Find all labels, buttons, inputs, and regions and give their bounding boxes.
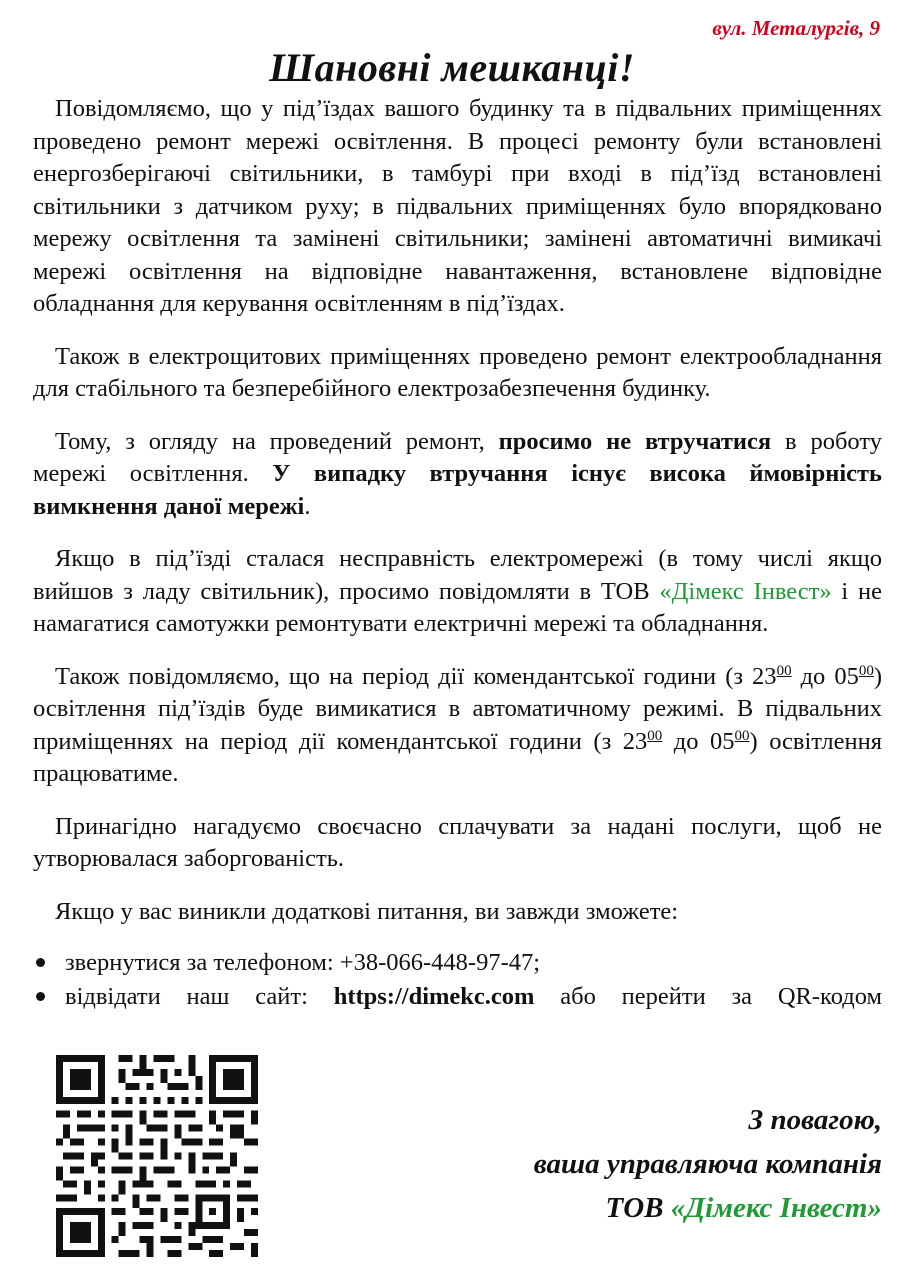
page-title: Шановні мешканці! xyxy=(269,45,635,90)
curfew-text-c: ) освітлення під’їздів буде вимикатися в автоматичному режимі. В підвальних приміщеннях на період дії комендантської години (з 23 xyxy=(33,662,882,755)
qr-code-icon[interactable] xyxy=(56,1055,258,1257)
paragraph-malfunction xyxy=(33,543,882,641)
signature-block xyxy=(534,1098,882,1230)
signature-line-1: З повагою, xyxy=(748,1104,882,1136)
contact-phone-item xyxy=(33,946,882,980)
warning-text-c: в роботу мережі освітлення. xyxy=(33,427,882,487)
contact-phone-text: звернутися за телефоном: +38-066-448-97-47; xyxy=(65,949,541,976)
bullet-icon xyxy=(36,992,45,1001)
curfew-text-a: Також повідомляємо, що на період дії комендантської години (з 23 xyxy=(55,662,777,690)
contact-site-text-a: відвідати наш сайт: xyxy=(65,983,334,1010)
curfew-sup-4: 00 xyxy=(734,727,750,744)
curfew-text-d: до 05 xyxy=(662,727,735,755)
contact-site-text-b: або перейти за QR-кодом xyxy=(534,983,882,1010)
contact-site-item xyxy=(33,980,882,1014)
warning-text-e: . xyxy=(304,492,311,520)
signature-company-name: «Дімекс Інвест» xyxy=(670,1192,882,1224)
bullet-icon xyxy=(36,958,45,967)
paragraph-switchboard: Також в електрощитових приміщеннях проведено ремонт електрообладнання для стабільного та безперебійного електрозабезпечення будинку. xyxy=(33,342,882,402)
curfew-text-e: ) освітлення працюватиме. xyxy=(33,727,882,787)
paragraph-repair: Повідомляємо, що у під’їздах вашого будинку та в підвальних приміщеннях проведено ремонт мережі освітлення. В процесі ремонту були встановлені енергозберігаючі світильники, в тамбурі при вході в під’їзд встановлені світильники з датчиком руху; в підвальних приміщеннях було впорядковано мережу освітлення та замінені світильники; замінені автоматичні вимикачі мережі освітлення на відповідне навантаження, встановлене відповідне обладнання для керування освітленням в під’їздах. xyxy=(33,95,882,317)
warning-text-bold-1: просимо не втручатися xyxy=(498,427,772,455)
paragraph-warning xyxy=(33,426,882,524)
curfew-text-b: до 05 xyxy=(791,662,859,690)
paragraph-questions: Якщо у вас виникли додаткові питання, ви завжди зможете: xyxy=(55,897,679,925)
curfew-sup-3: 00 xyxy=(647,727,663,744)
warning-text-a: Тому, з огляду на проведений ремонт, xyxy=(55,427,499,455)
paragraph-curfew xyxy=(33,661,882,791)
website-link[interactable]: https://dimekc.com xyxy=(333,983,535,1010)
curfew-sup-1: 00 xyxy=(776,662,792,679)
signature-line-2: ваша управляюча компанія xyxy=(533,1148,882,1180)
signature-prefix: ТОВ xyxy=(605,1192,671,1224)
curfew-sup-2: 00 xyxy=(858,662,874,679)
contact-list xyxy=(33,946,882,1014)
warning-text-bold-2: У випадку втручання існує висока ймовірність вимкнення даної мережі xyxy=(33,460,883,520)
company-name-inline: «Дімекс Інвест» xyxy=(659,577,832,605)
malfunction-text-a: Якщо в під’їзді сталася несправність електромережі (в тому числі якщо вийшов з ладу світильник), просимо повідомляти в ТОВ xyxy=(33,545,882,605)
address: вул. Металургів, 9 xyxy=(712,16,880,40)
signature-line-3 xyxy=(534,1186,882,1230)
malfunction-text-b: і не намагатися самотужки ремонтувати електричні мережі та обладнання. xyxy=(33,577,883,637)
paragraph-payment: Принагідно нагадуємо своєчасно сплачувати за надані послуги, щоб не утворювалася заборгованість. xyxy=(33,812,882,872)
notice-body xyxy=(33,93,882,1014)
